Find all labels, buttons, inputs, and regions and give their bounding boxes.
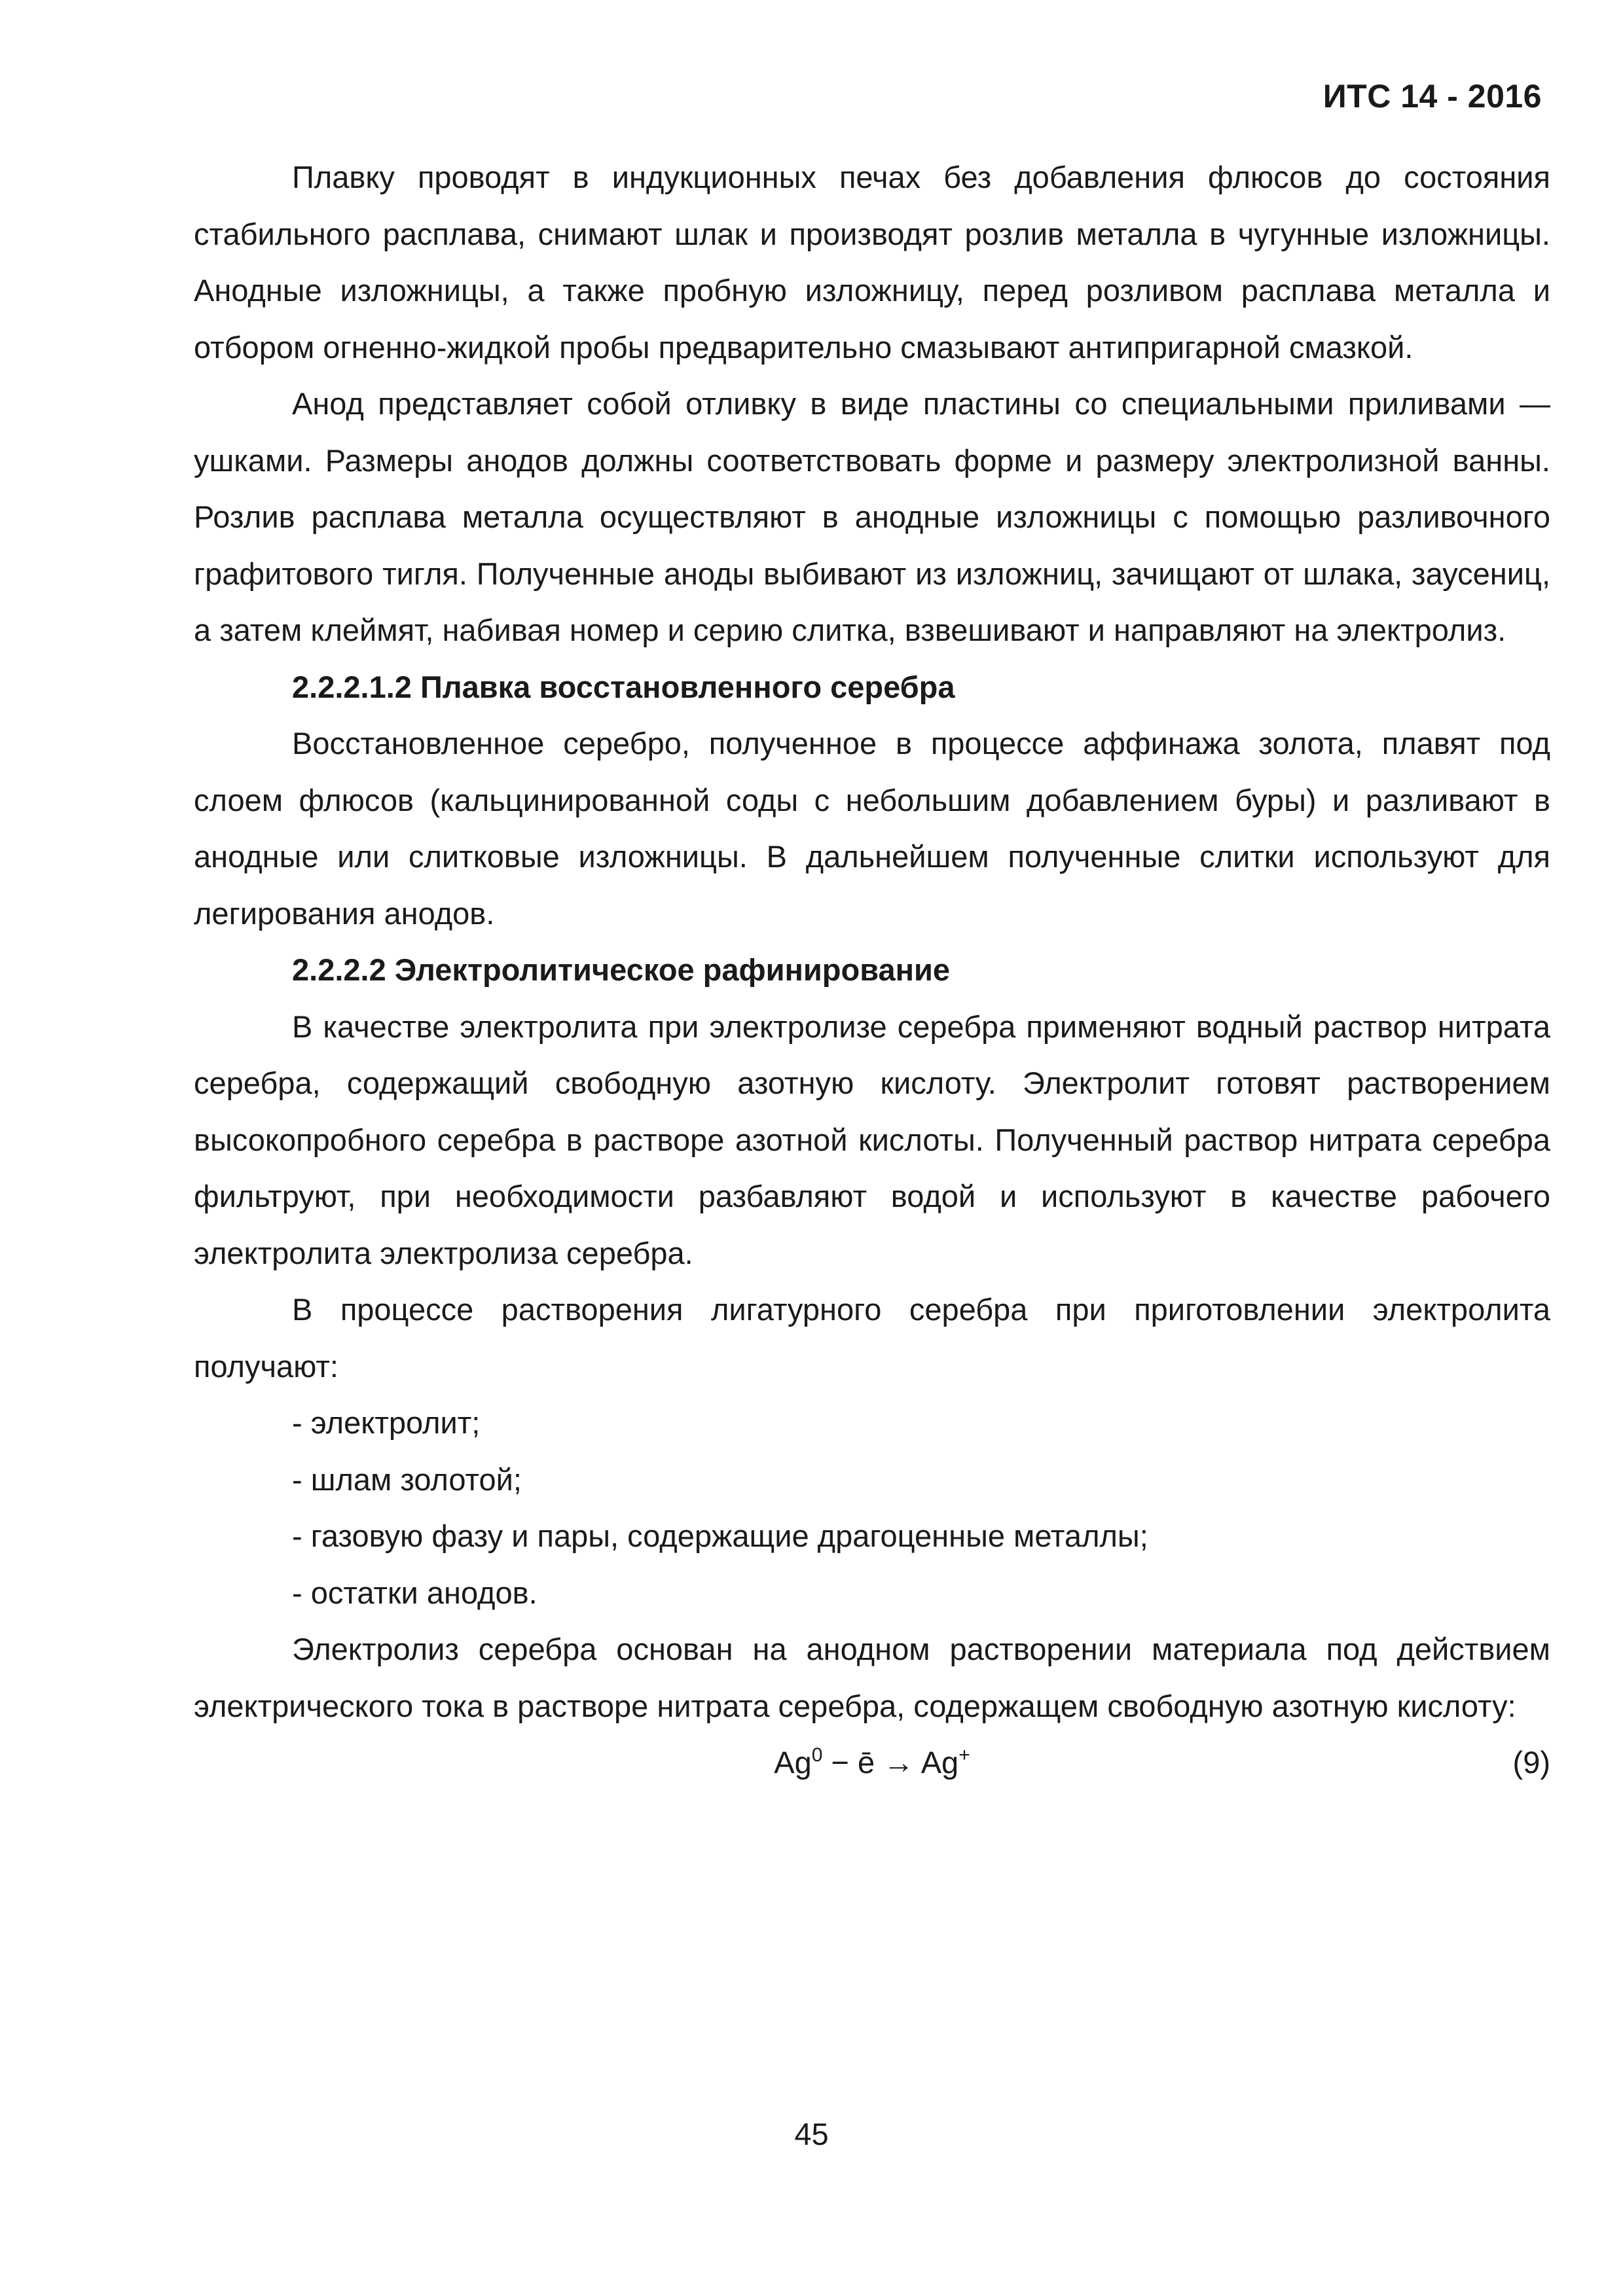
equation-row [194, 1734, 1550, 1791]
section-heading-silver-melting: 2.2.2.1.2 Плавка восстановленного серебра [292, 669, 955, 704]
paragraph-electrolysis: Электролиз серебра основан на анодном растворении материала под действием электрического тока в растворе нитрата серебра, содержащем свободную азотную кислоту: [194, 1632, 1550, 1723]
paragraph-melting: Плавку проводят в индукционных печах без добавления флюсов до состояния стабильного расплава, снимают шлак и производят розлив металла в чугунные изложницы. Анодные изложницы, а также пробную изложницу, перед розливом расплава металла и отбором огненно-жидкой пробы предварительно смазывают антипригарной смазкой. [194, 160, 1550, 365]
equation-lhs: Ag [774, 1745, 812, 1780]
list-item: - остатки анодов. [292, 1575, 538, 1610]
list-item: - электролит; [292, 1405, 481, 1440]
equation-lhs-charge: 0 [811, 1744, 823, 1766]
equation-rhs-charge: + [958, 1744, 970, 1766]
equation [194, 1734, 1550, 1791]
document-code-header: ИТС 14 - 2016 [1322, 78, 1542, 115]
equation-number: (9) [1512, 1745, 1550, 1780]
list-item: - газовую фазу и пары, содержащие драгоценные металлы; [292, 1518, 1148, 1553]
list-item: - шлам золотой; [292, 1462, 522, 1497]
paragraph-dissolution: В процессе растворения лигатурного серебра при приготовлении электролита получают: [194, 1292, 1550, 1384]
section-heading-electrolytic-refining: 2.2.2.2 Электролитическое рафинирование [292, 952, 951, 987]
equation-middle: − ē → Ag [822, 1745, 959, 1780]
page-number: 45 [794, 2117, 829, 2151]
paragraph-anode: Анод представляет собой отливку в виде пластины со специальными приливами — ушками. Размеры анодов должны соответствовать форме и размеру электролизной ванны. Розлив расплава металла осуществляют в анодные изложницы с помощью разливочного графитового тигля. Полученные аноды выбивают из изложниц, зачищают от шлака, заусениц, а затем клеймят, набивая номер и серию слитка, взвешивают и направляют на электролиз. [194, 386, 1550, 647]
paragraph-electrolyte: В качестве электролита при электролизе серебра применяют водный раствор нитрата серебра, содержащий свободную азотную кислоту. Электролит готовят растворением высокопробного серебра в растворе азотной кислоты. Полученный раствор нитрата серебра фильтруют, при необходимости разбавляют водой и используют в качестве рабочего электролита электролиза серебра. [194, 1009, 1550, 1270]
paragraph-reduced-silver: Восстановленное серебро, полученное в процессе аффинажа золота, плавят под слоем флюсов (кальцинированной соды с небольшим добавлением буры) и разливают в анодные или слитковые изложницы. В дальнейшем полученные слитки используют для легирования анодов. [194, 726, 1550, 931]
page-content [194, 149, 1550, 1791]
products-list [194, 1395, 1550, 1621]
